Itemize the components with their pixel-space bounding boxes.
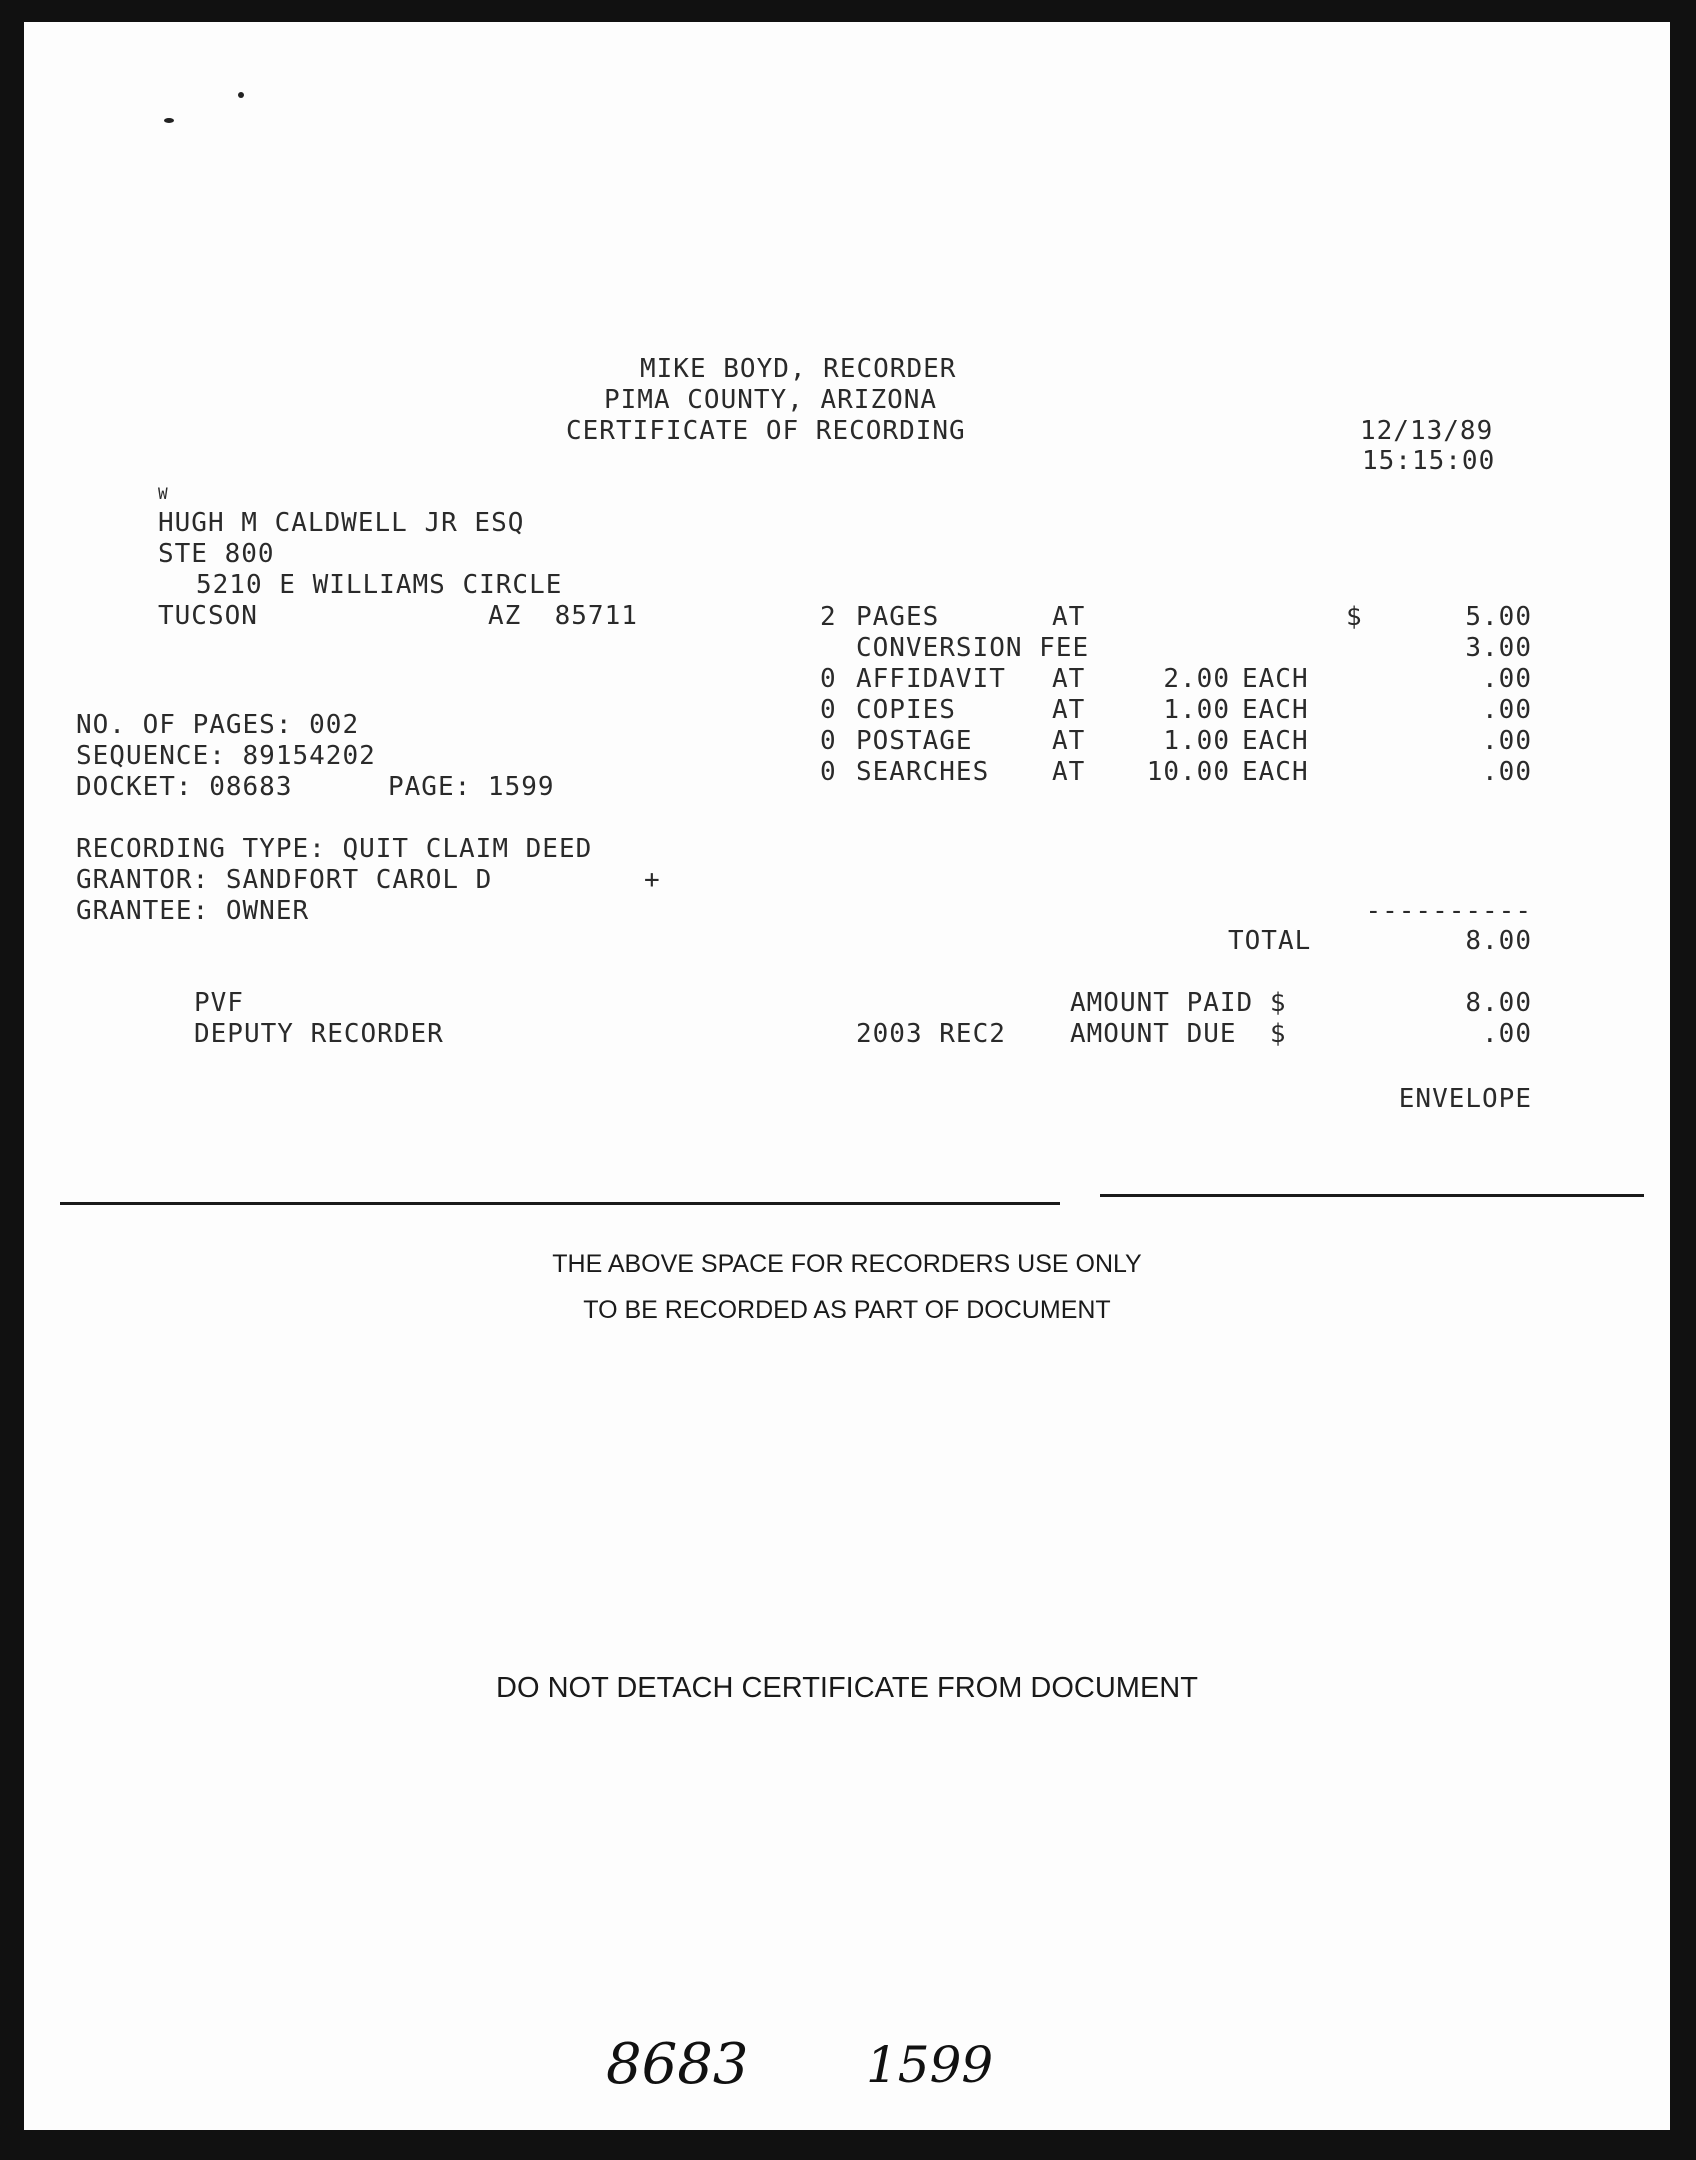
part-of-document-notice: TO BE RECORDED AS PART OF DOCUMENT bbox=[583, 1296, 1111, 1324]
fee-row-amount: .00 bbox=[1482, 757, 1532, 787]
fee-row-at: AT bbox=[1052, 695, 1086, 725]
fee-row-each: EACH bbox=[1242, 757, 1309, 787]
fee-row-at: AT bbox=[1052, 757, 1086, 787]
recording-date: 12/13/89 bbox=[1360, 416, 1494, 446]
fee-row-at: AT bbox=[1052, 726, 1086, 756]
grantor: GRANTOR: SANDFORT CAROL D bbox=[76, 865, 493, 895]
docket-page: PAGE: 1599 bbox=[388, 772, 555, 802]
fee-row-amount: .00 bbox=[1482, 726, 1532, 756]
fee-row-qty: 0 bbox=[820, 757, 837, 787]
handwritten-page: 1599 bbox=[866, 2036, 994, 2094]
fee-row-amount: .00 bbox=[1482, 695, 1532, 725]
address-city: TUCSON bbox=[158, 601, 258, 631]
fee-pages-at: AT bbox=[1052, 602, 1086, 632]
fee-row-each: EACH bbox=[1242, 726, 1309, 756]
ink-speck bbox=[164, 118, 174, 123]
fee-row-at: AT bbox=[1052, 664, 1086, 694]
address-street: 5210 E WILLIAMS CIRCLE bbox=[196, 570, 563, 600]
separator-rule-right bbox=[1100, 1194, 1644, 1197]
clerk-initials: PVF bbox=[194, 988, 244, 1018]
county-name: PIMA COUNTY, ARIZONA bbox=[604, 385, 938, 415]
certificate-page bbox=[24, 22, 1670, 2130]
deputy-recorder: DEPUTY RECORDER bbox=[194, 1019, 444, 1049]
fee-row-rate: 10.00 bbox=[1146, 757, 1230, 787]
fee-pages-qty: 2 bbox=[820, 602, 837, 632]
fee-pages-currency: $ bbox=[1346, 602, 1363, 632]
fee-row-rate: 1.00 bbox=[1163, 726, 1230, 756]
address-suite: STE 800 bbox=[158, 539, 275, 569]
recorder-name: MIKE BOYD, RECORDER bbox=[640, 354, 957, 384]
address-to-mark: W bbox=[158, 484, 169, 503]
conversion-fee-amount: 3.00 bbox=[1465, 633, 1532, 663]
address-state-zip: AZ 85711 bbox=[488, 601, 638, 631]
envelope-label: ENVELOPE bbox=[1398, 1084, 1532, 1114]
amount-paid-label: AMOUNT PAID $ bbox=[1070, 988, 1287, 1018]
fee-row-rate: 2.00 bbox=[1163, 664, 1230, 694]
conversion-fee-label: CONVERSION FEE bbox=[856, 633, 1090, 663]
fee-pages-label: PAGES bbox=[856, 602, 940, 632]
fee-row-label: COPIES bbox=[856, 695, 956, 725]
total-amount: 8.00 bbox=[1465, 926, 1532, 956]
fee-row-each: EACH bbox=[1242, 664, 1309, 694]
fee-row-label: POSTAGE bbox=[856, 726, 973, 756]
recording-type: RECORDING TYPE: QUIT CLAIM DEED bbox=[76, 834, 593, 864]
amount-paid: 8.00 bbox=[1465, 988, 1532, 1018]
fee-row-amount: .00 bbox=[1482, 664, 1532, 694]
grantor-mark: + bbox=[644, 865, 661, 895]
docket-number: DOCKET: 08683 bbox=[76, 772, 293, 802]
fee-row-qty: 0 bbox=[820, 695, 837, 725]
amount-due-label: AMOUNT DUE $ bbox=[1070, 1019, 1287, 1049]
total-label: TOTAL bbox=[1228, 926, 1312, 956]
amount-due: .00 bbox=[1482, 1019, 1532, 1049]
recorders-use-notice: THE ABOVE SPACE FOR RECORDERS USE ONLY bbox=[552, 1250, 1142, 1278]
register-code: 2003 REC2 bbox=[856, 1019, 1006, 1049]
fee-row-label: SEARCHES bbox=[856, 757, 990, 787]
separator-rule-left bbox=[60, 1202, 1060, 1205]
total-separator: ---------- bbox=[1365, 896, 1532, 926]
addressee-name: HUGH M CALDWELL JR ESQ bbox=[158, 508, 525, 538]
grantee: GRANTEE: OWNER bbox=[76, 896, 310, 926]
handwritten-docket: 8683 bbox=[606, 2032, 749, 2097]
do-not-detach-notice: DO NOT DETACH CERTIFICATE FROM DOCUMENT bbox=[496, 1672, 1198, 1704]
fee-row-qty: 0 bbox=[820, 664, 837, 694]
fee-row-each: EACH bbox=[1242, 695, 1309, 725]
fee-pages-amount: 5.00 bbox=[1465, 602, 1532, 632]
number-of-pages: NO. OF PAGES: 002 bbox=[76, 710, 360, 740]
recording-time: 15:15:00 bbox=[1362, 446, 1496, 476]
sequence-number: SEQUENCE: 89154202 bbox=[76, 741, 376, 771]
fee-row-label: AFFIDAVIT bbox=[856, 664, 1006, 694]
fee-row-qty: 0 bbox=[820, 726, 837, 756]
certificate-title: CERTIFICATE OF RECORDING bbox=[566, 416, 966, 446]
fee-row-rate: 1.00 bbox=[1163, 695, 1230, 725]
ink-speck bbox=[238, 92, 244, 98]
